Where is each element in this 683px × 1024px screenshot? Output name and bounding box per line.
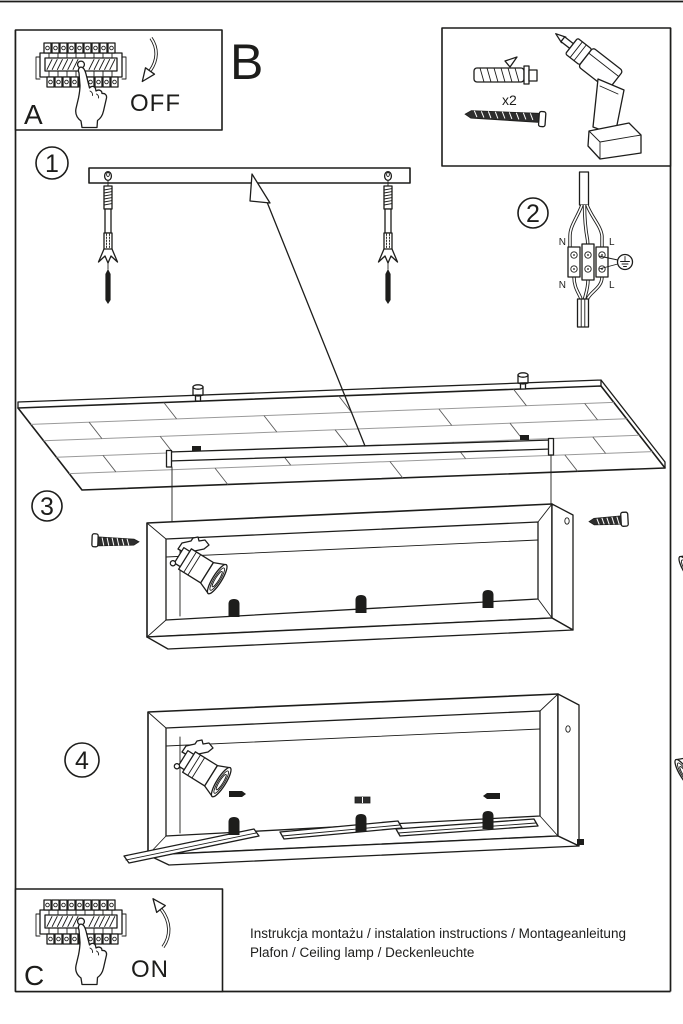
footer-line-2: Plafon / Ceiling lamp / Deckenleuchte — [250, 945, 475, 960]
svg-text:4: 4 — [75, 747, 89, 775]
panel-c-letter: C — [24, 960, 45, 991]
footer-text — [250, 926, 626, 960]
ceiling-panel-icon — [18, 373, 665, 490]
peg-icon — [356, 595, 367, 613]
step-4-badge — [65, 743, 99, 777]
mains-cable-icon — [578, 299, 589, 327]
step-1-badge — [36, 147, 68, 179]
screw-icon — [589, 512, 629, 528]
peg-icon — [229, 599, 240, 617]
terminal-label-n-top: N — [558, 237, 566, 248]
step-3-assembly — [18, 373, 683, 649]
toolbox — [442, 24, 671, 166]
terminal-label-l-top: L — [609, 237, 615, 248]
panel-a-breaker-off — [16, 30, 223, 130]
footer-line-1: Instrukcja montażu / instalation instructions / Montageanleitung — [250, 926, 626, 941]
section-b-letter: B — [230, 34, 264, 90]
panel-c-breaker-on — [16, 889, 223, 992]
svg-text:1: 1 — [45, 150, 59, 178]
screw-icon — [92, 534, 139, 549]
anchor-hanger-icon — [379, 181, 398, 304]
step-3-badge — [32, 491, 62, 521]
svg-text:2: 2 — [526, 200, 540, 228]
terminal-label-n-bottom: N — [558, 280, 566, 291]
svg-text:3: 3 — [40, 493, 54, 521]
spotlight-icon — [672, 732, 683, 791]
panel-a-letter: A — [24, 99, 43, 130]
terminal-label-l-bottom: L — [609, 280, 615, 291]
mains-cable-icon — [580, 172, 589, 205]
anchor-hanger-icon — [99, 181, 118, 304]
peg-icon — [229, 817, 240, 835]
on-label: ON — [131, 956, 169, 983]
mounting-bracket-icon — [89, 168, 410, 183]
terminal-block-icon — [568, 244, 608, 280]
bolt-icon — [193, 385, 203, 401]
peg-icon — [483, 811, 494, 829]
bolt-icon — [518, 373, 528, 389]
off-label: OFF — [130, 90, 181, 117]
step-2-wiring — [518, 172, 633, 327]
peg-icon — [483, 590, 494, 608]
spotlight-icon — [676, 529, 683, 588]
step-2-badge — [518, 198, 548, 228]
quantity-label: x2 — [502, 92, 517, 108]
peg-icon — [356, 814, 367, 832]
step-4-assembly — [65, 694, 683, 865]
